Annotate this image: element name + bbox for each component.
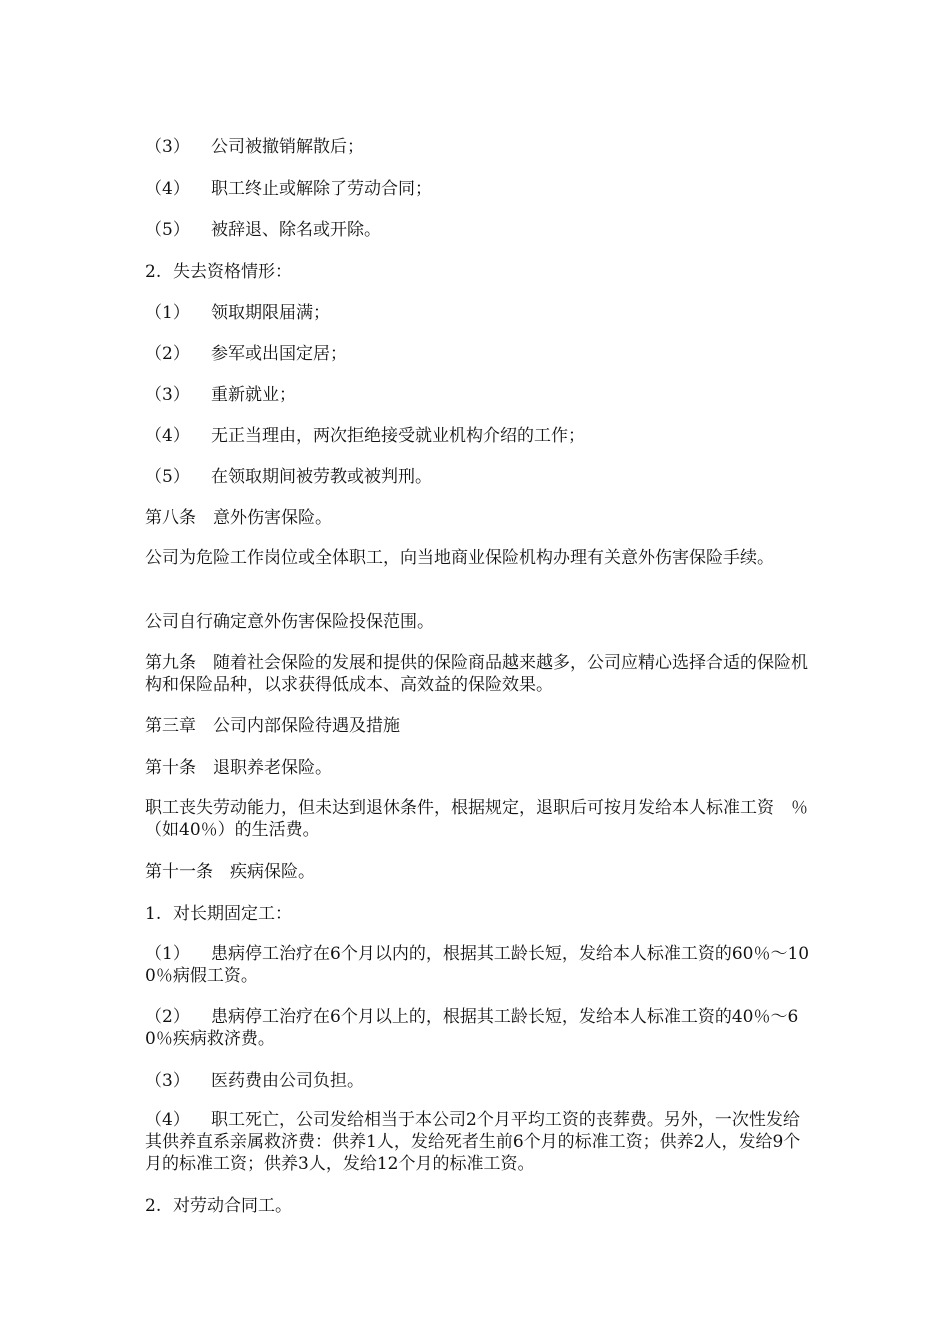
- item-text: 在领取期间被劳教或被判刑。: [211, 467, 432, 487]
- item-text: 医药费由公司负担。: [211, 1071, 364, 1091]
- article-paragraph: 第九条 随着社会保险的发展和提供的保险商品越来越多，公司应精心选择合适的保险机构和保险品种，以求获得低成本、高效益的保险效果。: [145, 653, 808, 695]
- item-number: （1）: [145, 944, 190, 964]
- article-heading: 第十一条 疾病保险。: [145, 862, 315, 882]
- section-text: 失去资格情形：: [173, 262, 292, 282]
- item-number: （1）: [145, 303, 190, 323]
- list-item: [145, 384, 810, 406]
- list-item: [145, 943, 810, 987]
- section-text: 对长期固定工：: [173, 904, 292, 924]
- item-number: （4）: [145, 426, 190, 446]
- list-item: [145, 425, 810, 447]
- item-text: 被辞退、除名或开除。: [211, 220, 381, 240]
- list-item: [145, 1109, 810, 1175]
- item-number: （4）: [145, 179, 190, 199]
- item-number: （3）: [145, 1071, 190, 1091]
- list-item: [145, 466, 810, 488]
- item-text: 职工死亡，公司发给相当于本公司2个月平均工资的丧葬费。另外，一次性发给其供养直系亲属救济费：供养1人，发给死者生前6个月的标准工资；供养2人，发给9个月的标准工资；供养3人，发给12个月的标准工资。: [145, 1110, 801, 1174]
- list-item: [145, 302, 810, 324]
- item-text: 重新就业；: [211, 385, 296, 405]
- item-text: 参军或出国定居；: [211, 344, 347, 364]
- list-item: [145, 1070, 810, 1092]
- chapter-heading: 第三章 公司内部保险待遇及措施: [145, 716, 400, 736]
- list-item: [145, 219, 810, 241]
- section-heading: [145, 1195, 810, 1217]
- item-number: （2）: [145, 344, 190, 364]
- list-item: [145, 178, 810, 200]
- article-heading: 第十条 退职养老保险。: [145, 758, 332, 778]
- item-text: 患病停工治疗在6个月以内的，根据其工龄长短，发给本人标准工资的60％～100％病假工资。: [145, 944, 810, 986]
- list-item: [145, 136, 810, 158]
- article-heading: 第八条 意外伤害保险。: [145, 508, 332, 528]
- item-number: （3）: [145, 137, 190, 157]
- item-text: 患病停工治疗在6个月以上的，根据其工龄长短，发给本人标准工资的40％～60％疾病救济费。: [145, 1007, 799, 1049]
- section-heading: [145, 261, 810, 283]
- item-number: （4）: [145, 1110, 190, 1130]
- item-number: （5）: [145, 220, 190, 240]
- body-paragraph: 公司自行确定意外伤害保险投保范围。: [145, 612, 434, 632]
- body-paragraph: 公司为危险工作岗位或全体职工，向当地商业保险机构办理有关意外伤害保险手续。: [145, 548, 774, 568]
- item-text: 领取期限届满；: [211, 303, 330, 323]
- item-number: （3）: [145, 385, 190, 405]
- list-item: [145, 1006, 810, 1050]
- body-paragraph: 职工丧失劳动能力，但未达到退休条件，根据规定，退职后可按月发给本人标准工资 ％（如40％）的生活费。: [145, 798, 808, 840]
- section-number: 2.: [145, 262, 162, 282]
- section-heading: [145, 903, 810, 925]
- list-item: [145, 343, 810, 365]
- section-text: 对劳动合同工。: [173, 1196, 292, 1216]
- item-number: （2）: [145, 1007, 190, 1027]
- section-number: 1.: [145, 904, 162, 924]
- item-text: 职工终止或解除了劳动合同；: [211, 179, 432, 199]
- section-number: 2.: [145, 1196, 162, 1216]
- item-number: （5）: [145, 467, 190, 487]
- item-text: 无正当理由，两次拒绝接受就业机构介绍的工作；: [211, 426, 585, 446]
- item-text: 公司被撤销解散后；: [211, 137, 364, 157]
